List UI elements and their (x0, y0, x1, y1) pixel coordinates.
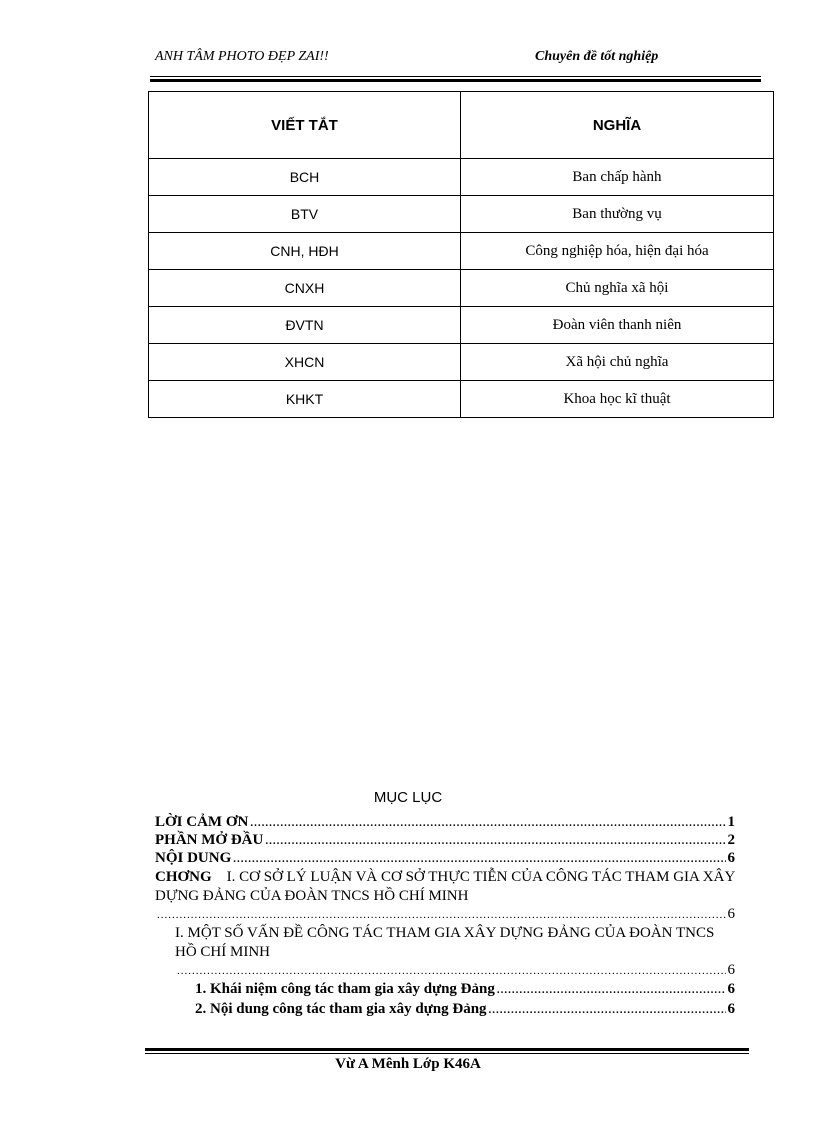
table-row (149, 344, 774, 381)
column-header-abbreviation: VIẾT TẮT (149, 92, 461, 159)
toc-entry-page: 6 (727, 1001, 735, 1017)
toc-title: MỤC LỤC (373, 789, 443, 806)
toc-entry-page: 2 (727, 832, 735, 848)
page-footer: Vừ A Mênh Lớp K46A (335, 1056, 481, 1072)
toc-entry[interactable] (155, 850, 735, 868)
table-header-row (149, 92, 774, 159)
table-row (149, 307, 774, 344)
table-row (149, 233, 774, 270)
toc-entry[interactable] (155, 814, 735, 832)
meaning-cell: Đoàn viên thanh niên (461, 307, 774, 344)
table-row (149, 159, 774, 196)
toc-entry-page: 1 (727, 814, 735, 830)
abbreviation-cell: KHKT (149, 381, 461, 418)
toc-chapter-leader-row (155, 906, 735, 924)
toc-entry-label: 1. Khái niệm công tác tham gia xây dựng Đảng (195, 981, 495, 997)
toc-entry-page: 6 (727, 850, 735, 866)
abbreviation-cell: ĐVTN (149, 307, 461, 344)
toc-leader (233, 851, 725, 868)
toc-chapter-page: 6 (727, 906, 735, 922)
toc-section-leader-row (175, 962, 735, 980)
header-left-text: ANH TÂM PHOTO ĐẸP ZAI!! (155, 49, 329, 64)
header-rule (150, 76, 761, 77)
toc-leader (250, 815, 725, 832)
abbreviation-table (148, 91, 774, 418)
abbreviation-cell: BTV (149, 196, 461, 233)
toc-leader (489, 1001, 726, 1020)
toc-entry-label: LỜI CẢM ƠN (155, 814, 249, 830)
header-rule-thick (150, 79, 761, 82)
toc-chapter-entry[interactable] (155, 868, 735, 924)
toc-entry-label: 2. Nội dung công tác tham gia xây dựng Đảng (195, 1001, 487, 1017)
abbreviation-cell: BCH (149, 159, 461, 196)
toc-section-entry[interactable] (155, 924, 735, 980)
table-row (149, 381, 774, 418)
toc-section-text: I. MỘT SỐ VẤN ĐỀ CÔNG TÁC THAM GIA XÂY DỰNG ĐẢNG CỦA ĐOÀN TNCS HỒ CHÍ MINH (175, 925, 715, 960)
toc-subsection-entry[interactable] (155, 980, 735, 1000)
header-right-text: Chuyên đề tốt nghiệp (535, 49, 659, 64)
meaning-cell: Chủ nghĩa xã hội (461, 270, 774, 307)
meaning-cell: Ban chấp hành (461, 159, 774, 196)
abbreviation-cell: XHCN (149, 344, 461, 381)
toc-chapter-head: CHƠNG (155, 869, 212, 885)
toc-entry-page: 6 (727, 981, 735, 997)
toc-entry-label: NỘI DUNG (155, 850, 232, 866)
toc-entry-label: PHẦN MỞ ĐẦU (155, 832, 264, 848)
page-header (155, 49, 760, 71)
table-row (149, 196, 774, 233)
meaning-cell: Ban thường vụ (461, 196, 774, 233)
toc-leader (497, 981, 726, 1000)
toc-chapter-text: I. CƠ SỞ LÝ LUẬN VÀ CƠ SỞ THỰC TIỄN CỦA CÔNG TÁC THAM GIA XÂY DỰNG ĐẢNG CỦA ĐOÀN TNCS HỒ CHÍ MINH (155, 869, 735, 904)
column-header-meaning: NGHĨA (461, 92, 774, 159)
table-row (149, 270, 774, 307)
toc-leader (177, 963, 726, 980)
toc-subsection-entry[interactable] (155, 1000, 735, 1020)
toc-leader (265, 833, 725, 850)
table-of-contents (155, 814, 735, 1020)
footer-rule (145, 1053, 749, 1054)
toc-entry[interactable] (155, 832, 735, 850)
meaning-cell: Công nghiệp hóa, hiện đại hóa (461, 233, 774, 270)
footer-rule-thick (145, 1048, 749, 1051)
toc-section-page: 6 (727, 962, 735, 978)
meaning-cell: Khoa học kĩ thuật (461, 381, 774, 418)
abbreviation-cell: CNXH (149, 270, 461, 307)
meaning-cell: Xã hội chủ nghĩa (461, 344, 774, 381)
abbreviation-cell: CNH, HĐH (149, 233, 461, 270)
toc-leader (157, 907, 726, 924)
